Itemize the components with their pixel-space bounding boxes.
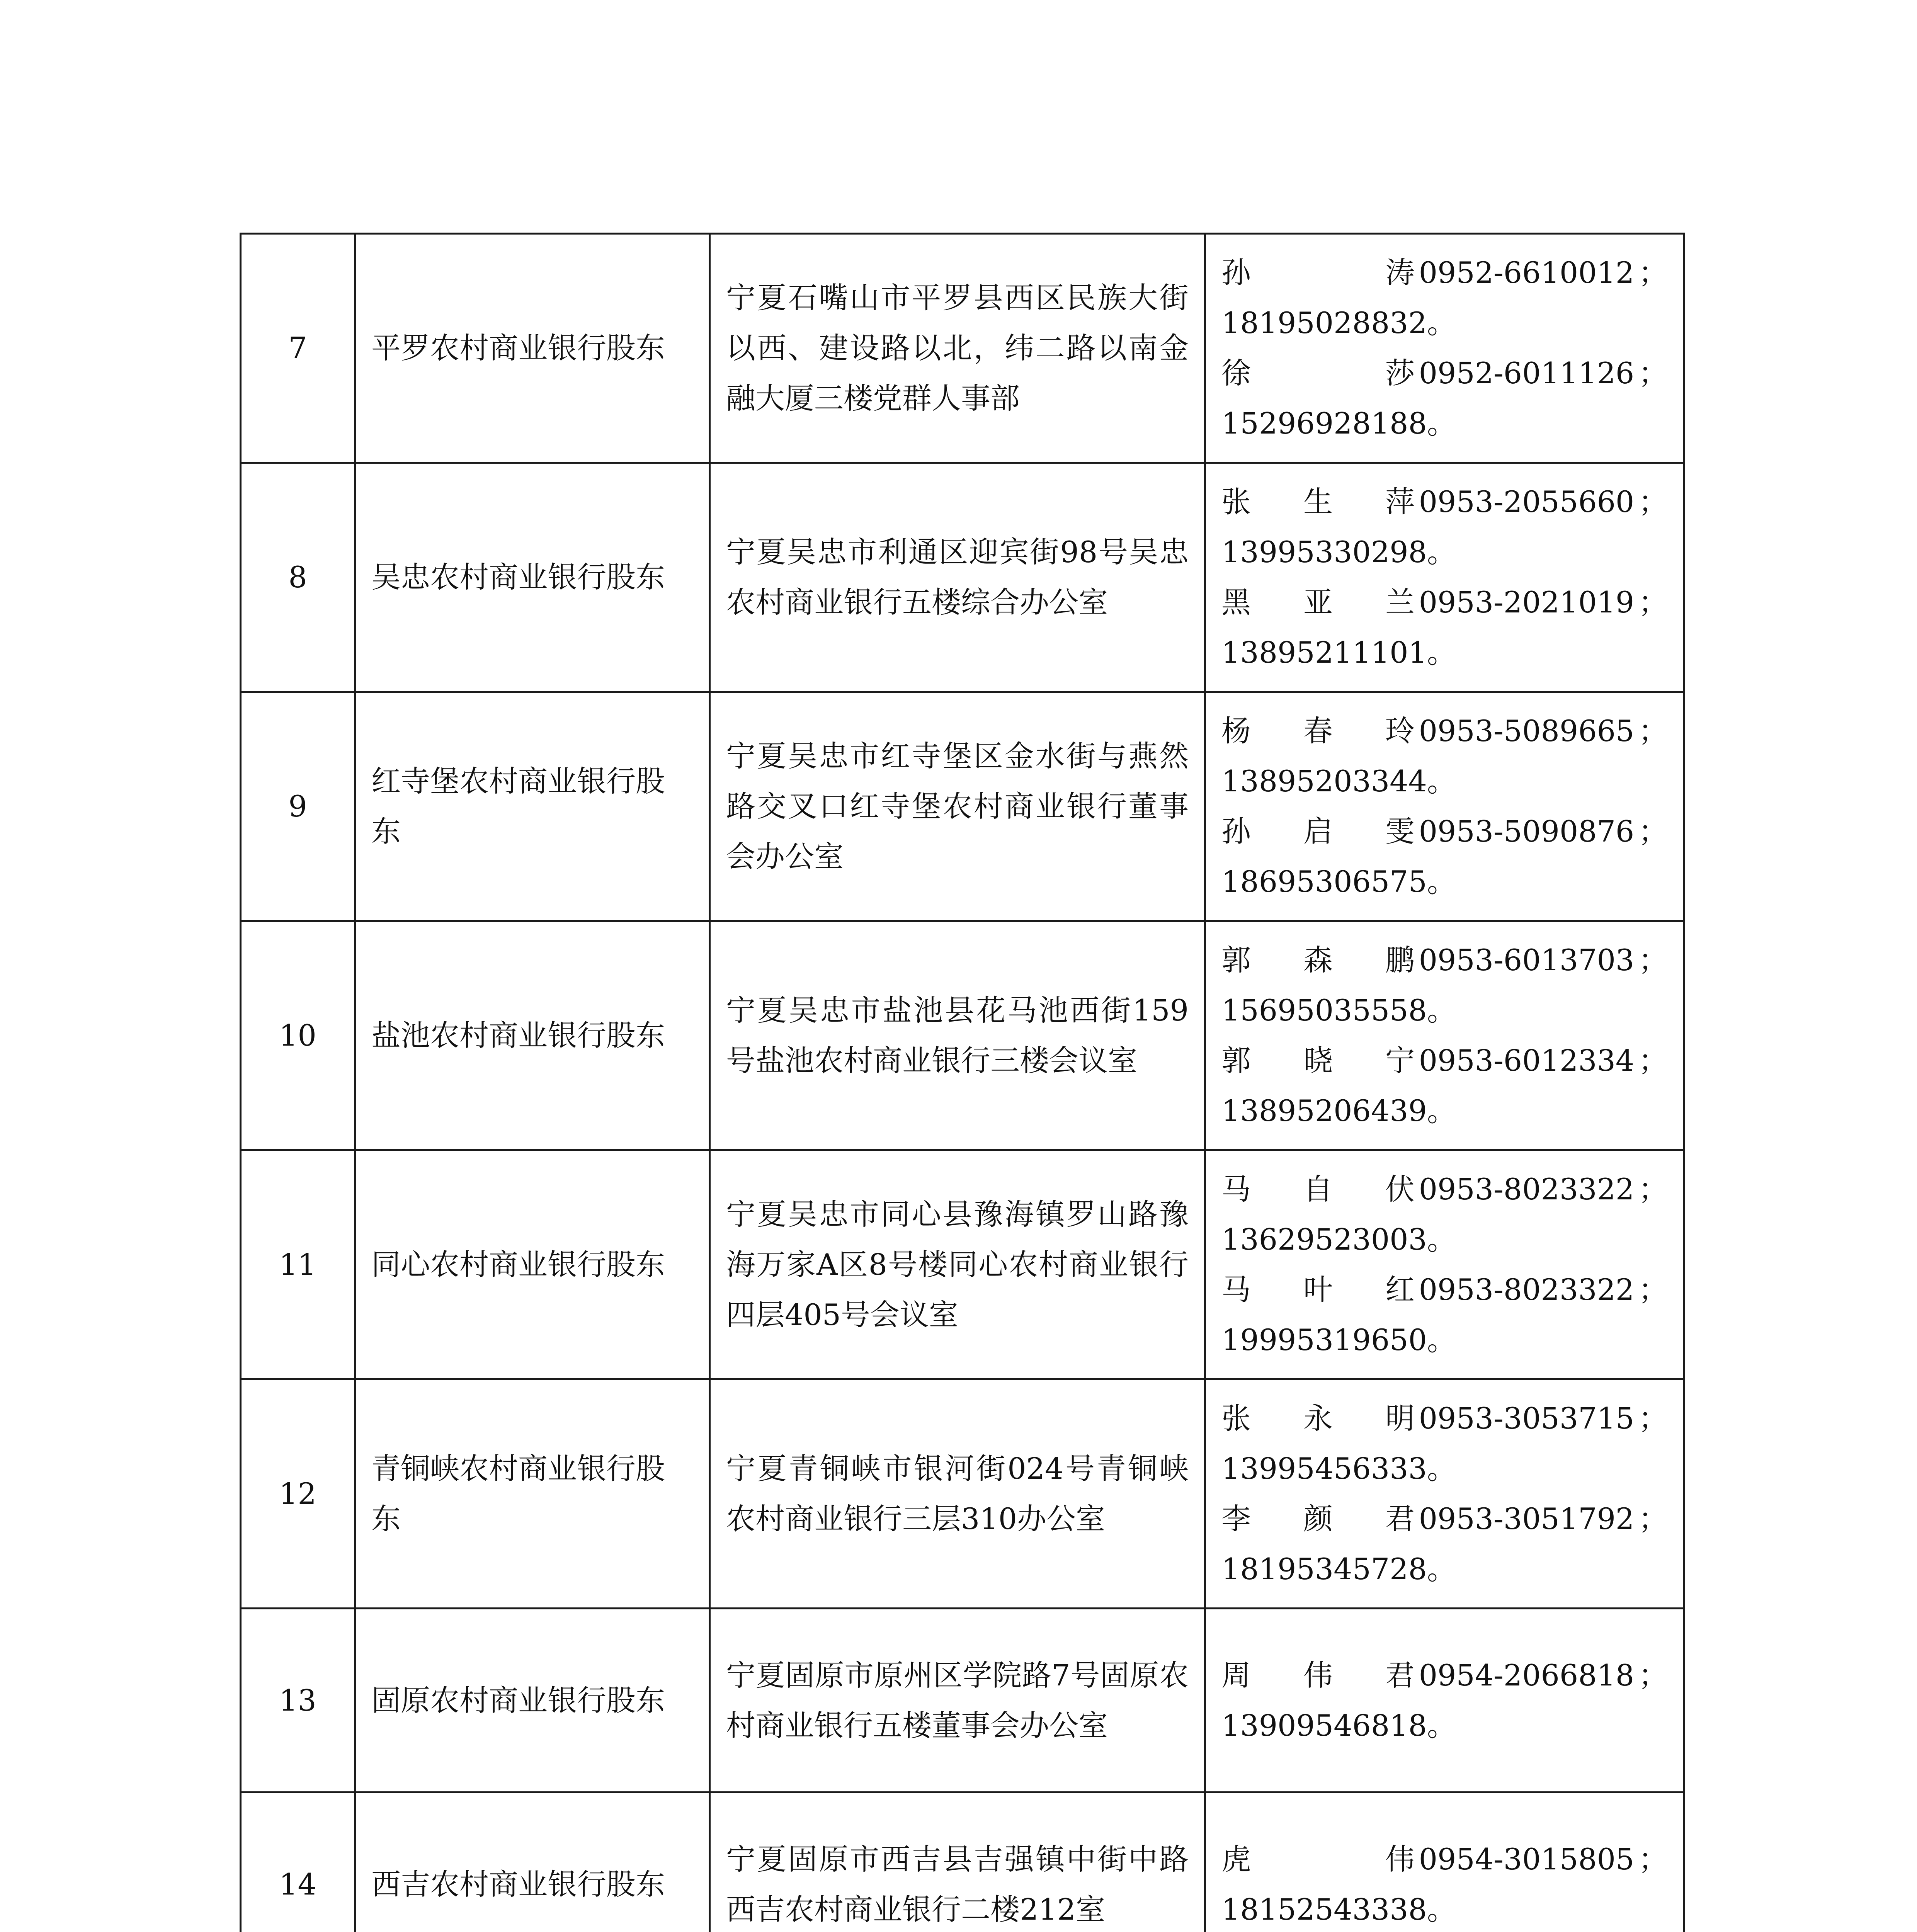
shareholder-name: 平罗农村商业银行股东	[355, 234, 710, 463]
contact-person-name: 张 生 萍	[1221, 485, 1415, 519]
contact-mobile: 18695306575。	[1221, 864, 1456, 899]
separator: ；	[1638, 1842, 1668, 1876]
shareholder-name: 吴忠农村商业银行股东	[355, 463, 710, 692]
contact-address: 宁夏吴忠市盐池县花马池西街159号盐池农村商业银行三楼会议室	[710, 921, 1205, 1150]
table-body	[241, 234, 1684, 1932]
contact-phone: 0954-3015805	[1419, 1842, 1635, 1876]
contact-address: 宁夏吴忠市利通区迎宾街98号吴忠农村商业银行五楼综合办公室	[710, 463, 1205, 692]
contact-persons	[1205, 463, 1684, 692]
contact-entry	[1221, 1834, 1668, 1932]
contact-line	[1221, 706, 1668, 756]
contact-line	[1221, 348, 1668, 398]
row-number: 12	[241, 1379, 355, 1609]
contact-mobile: 13895206439。	[1221, 1094, 1456, 1128]
table-row	[241, 921, 1684, 1150]
contact-address: 宁夏吴忠市红寺堡区金水街与燕然路交叉口红寺堡农村商业银行董事会办公室	[710, 692, 1205, 921]
separator: ；	[1638, 714, 1668, 748]
contact-person-name: 虎 伟	[1221, 1842, 1415, 1876]
contact-line	[1221, 1494, 1668, 1544]
contact-entry	[1221, 477, 1668, 577]
table-row	[241, 1609, 1684, 1793]
table-row	[241, 463, 1684, 692]
contact-mobile: 13995330298。	[1221, 535, 1456, 569]
contact-line	[1221, 1834, 1668, 1884]
contact-persons	[1205, 234, 1684, 463]
contact-mobile: 13995456333。	[1221, 1451, 1456, 1486]
contact-entry	[1221, 806, 1668, 907]
contact-persons	[1205, 921, 1684, 1150]
row-number: 8	[241, 463, 355, 692]
shareholder-name: 固原农村商业银行股东	[355, 1609, 710, 1793]
contact-line	[1221, 248, 1668, 298]
separator: ；	[1638, 814, 1668, 849]
contact-entry	[1221, 935, 1668, 1036]
contact-person-name: 马 自 伏	[1221, 1172, 1415, 1206]
contact-address: 宁夏吴忠市同心县豫海镇罗山路豫海万家A区8号楼同心农村商业银行四层405号会议室	[710, 1150, 1205, 1379]
contact-phone: 0953-3053715	[1419, 1401, 1635, 1435]
contact-person-name: 徐 莎	[1221, 356, 1415, 390]
contact-mobile: 15695035558。	[1221, 993, 1456, 1027]
contact-mobile: 19995319650。	[1221, 1323, 1456, 1357]
separator: ；	[1638, 356, 1668, 390]
contact-entry	[1221, 1393, 1668, 1494]
contact-person-name: 孙 启 雯	[1221, 814, 1415, 849]
shareholder-name: 青铜峡农村商业银行股东	[355, 1379, 710, 1609]
contact-phone: 0953-6013703	[1419, 943, 1635, 977]
contact-person-name: 郭 森 鹏	[1221, 943, 1415, 977]
contact-phone: 0952-6011126	[1419, 356, 1635, 390]
contact-person-name: 周 伟 君	[1221, 1658, 1415, 1692]
contact-mobile: 13895203344。	[1221, 764, 1456, 798]
contact-line	[1221, 1164, 1668, 1214]
contact-phone: 0953-2055660	[1419, 485, 1635, 519]
contact-person-name: 李 颜 君	[1221, 1502, 1415, 1536]
contact-line	[1221, 477, 1668, 527]
contact-person-name: 杨 春 玲	[1221, 714, 1415, 748]
contact-phone: 0953-6012334	[1419, 1043, 1635, 1078]
row-number: 14	[241, 1793, 355, 1932]
contact-entry	[1221, 1164, 1668, 1265]
contact-persons	[1205, 1793, 1684, 1932]
contact-address: 宁夏青铜峡市银河街024号青铜峡农村商业银行三层310办公室	[710, 1379, 1205, 1609]
row-number: 9	[241, 692, 355, 921]
shareholder-name: 西吉农村商业银行股东	[355, 1793, 710, 1932]
table-row	[241, 1793, 1684, 1932]
row-number: 10	[241, 921, 355, 1150]
table-row	[241, 692, 1684, 921]
contact-line	[1221, 935, 1668, 985]
contact-phone: 0953-5090876	[1419, 814, 1635, 849]
contact-entry	[1221, 1036, 1668, 1136]
contact-person-name: 黑 亚 兰	[1221, 585, 1415, 619]
contact-entry	[1221, 1265, 1668, 1365]
contact-person-name: 郭 晓 宁	[1221, 1043, 1415, 1078]
contact-phone: 0953-3051792	[1419, 1502, 1635, 1536]
table-row	[241, 234, 1684, 463]
table-row	[241, 1379, 1684, 1609]
separator: ；	[1638, 255, 1668, 290]
shareholder-name: 同心农村商业银行股东	[355, 1150, 710, 1379]
contact-person-name: 孙 涛	[1221, 255, 1415, 290]
contact-line	[1221, 577, 1668, 628]
contact-mobile: 13909546818。	[1221, 1708, 1456, 1743]
contact-persons	[1205, 1609, 1684, 1793]
contact-entry	[1221, 577, 1668, 678]
contact-address: 宁夏固原市原州区学院路7号固原农村商业银行五楼董事会办公室	[710, 1609, 1205, 1793]
separator: ；	[1638, 1043, 1668, 1078]
row-number: 13	[241, 1609, 355, 1793]
row-number: 11	[241, 1150, 355, 1379]
contact-line	[1221, 1036, 1668, 1086]
contact-line	[1221, 1265, 1668, 1315]
contact-line	[1221, 1393, 1668, 1444]
contact-entry	[1221, 706, 1668, 806]
table-row	[241, 1150, 1684, 1379]
separator: ；	[1638, 1172, 1668, 1206]
contact-line	[1221, 806, 1668, 857]
contact-address: 宁夏固原市西吉县吉强镇中街中路西吉农村商业银行二楼212室	[710, 1793, 1205, 1932]
contact-persons	[1205, 1379, 1684, 1609]
contact-phone: 0953-8023322	[1419, 1172, 1635, 1206]
row-number: 7	[241, 234, 355, 463]
contact-mobile: 18152543338。	[1221, 1892, 1456, 1927]
contact-address: 宁夏石嘴山市平罗县西区民族大街以西、建设路以北，纬二路以南金融大厦三楼党群人事部	[710, 234, 1205, 463]
separator: ；	[1638, 1401, 1668, 1435]
contact-entry	[1221, 248, 1668, 348]
contact-phone: 0953-2021019	[1419, 585, 1635, 619]
contact-person-name: 马 叶 红	[1221, 1272, 1415, 1307]
shareholder-name: 红寺堡农村商业银行股东	[355, 692, 710, 921]
separator: ；	[1638, 1272, 1668, 1307]
contact-entry	[1221, 1650, 1668, 1751]
contact-mobile: 13895211101。	[1221, 635, 1456, 670]
contact-mobile: 15296928188。	[1221, 406, 1456, 440]
contact-persons	[1205, 692, 1684, 921]
contact-persons	[1205, 1150, 1684, 1379]
separator: ；	[1638, 1658, 1668, 1692]
contact-mobile: 18195028832。	[1221, 306, 1456, 340]
separator: ；	[1638, 485, 1668, 519]
contact-phone: 0952-6610012	[1419, 255, 1635, 290]
contact-phone: 0954-2066818	[1419, 1658, 1635, 1692]
shareholder-name: 盐池农村商业银行股东	[355, 921, 710, 1150]
contact-entry	[1221, 1494, 1668, 1594]
contact-phone: 0953-5089665	[1419, 714, 1635, 748]
contact-mobile: 13629523003。	[1221, 1222, 1456, 1257]
contact-entry	[1221, 348, 1668, 449]
separator: ；	[1638, 585, 1668, 619]
separator: ；	[1638, 1502, 1668, 1536]
contact-line	[1221, 1650, 1668, 1701]
contact-person-name: 张 永 明	[1221, 1401, 1415, 1435]
separator: ；	[1638, 943, 1668, 977]
contact-phone: 0953-8023322	[1419, 1272, 1635, 1307]
shareholder-contact-table	[240, 233, 1685, 1932]
contact-mobile: 18195345728。	[1221, 1552, 1456, 1586]
